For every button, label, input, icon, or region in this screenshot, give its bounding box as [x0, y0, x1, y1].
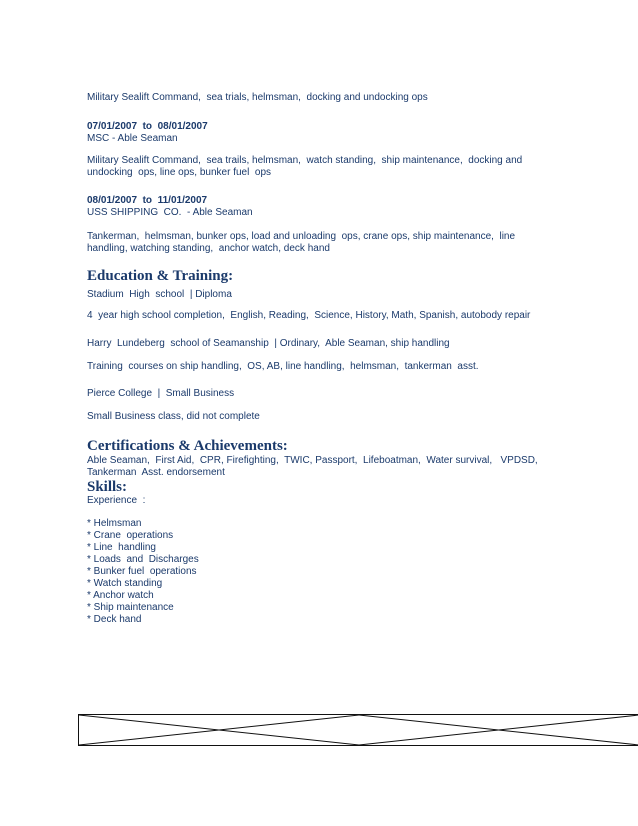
skills-heading: Skills:	[87, 479, 128, 495]
education-line: 4 year high school completion, English, Reading, Science, History, Math, Spanish, autobody repair	[87, 310, 531, 321]
education-line: Training courses on ship handling, OS, AB, line handling, helmsman, tankerman asst.	[87, 361, 479, 372]
entry-title: MSC - Able Seaman	[87, 133, 178, 144]
skill-item: * Line handling	[87, 542, 156, 553]
certifications-text: Able Seaman, First Aid, CPR, Firefighting, TWIC, Passport, Lifeboatman, Water survival, VPDSD, Tankerman Asst. endorsement	[87, 455, 538, 478]
skills-list	[87, 518, 627, 626]
entry-date: 08/01/2007 to 11/01/2007	[87, 195, 208, 206]
experience-label: Experience :	[87, 495, 146, 506]
skill-item: * Crane operations	[87, 530, 174, 541]
footer-decorative-box	[78, 714, 638, 746]
footer-cross-lines	[79, 715, 638, 745]
entry-description: Military Sealift Command, sea trails, helmsman, watch standing, ship maintenance, docking and undocking ops, line ops, bunker fuel ops	[87, 155, 523, 178]
entry-title: USS SHIPPING CO. - Able Seaman	[87, 207, 253, 218]
education-line: Small Business class, did not complete	[87, 411, 260, 422]
skill-item: * Bunker fuel operations	[87, 566, 197, 577]
entry-description: Tankerman, helmsman, bunker ops, load and unloading ops, crane ops, ship maintenance, line handling, watching standing, anchor watch, deck hand	[87, 231, 516, 254]
certifications-heading: Certifications & Achievements:	[87, 438, 288, 454]
skill-item: * Anchor watch	[87, 590, 154, 601]
skill-item: * Watch standing	[87, 578, 163, 589]
education-line: Pierce College | Small Business	[87, 388, 235, 399]
education-line: Harry Lundeberg school of Seamanship | Ordinary, Able Seaman, ship handling	[87, 338, 450, 349]
skill-item: * Deck hand	[87, 614, 142, 625]
skill-item: * Loads and Discharges	[87, 554, 199, 565]
entry-date: 07/01/2007 to 08/01/2007	[87, 121, 208, 132]
skill-item: * Ship maintenance	[87, 602, 174, 613]
education-heading: Education & Training:	[87, 268, 234, 284]
entry-description: Military Sealift Command, sea trials, helmsman, docking and undocking ops	[87, 92, 428, 103]
skill-item: * Helmsman	[87, 518, 142, 529]
education-line: Stadium High school | Diploma	[87, 289, 232, 300]
